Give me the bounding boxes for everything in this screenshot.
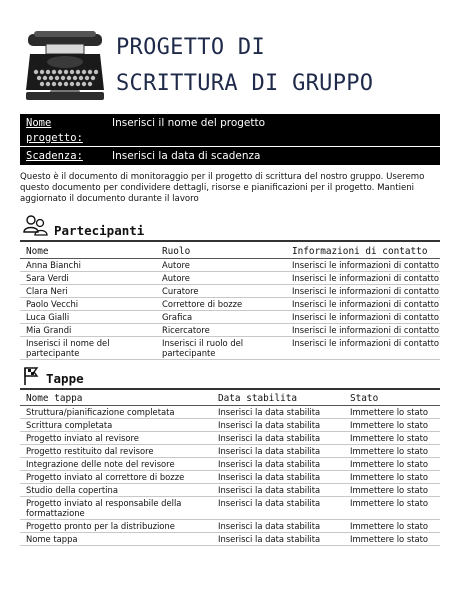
milestone-status[interactable]: Immettere lo stato bbox=[344, 419, 440, 432]
milestone-status[interactable]: Immettere lo stato bbox=[344, 445, 440, 458]
participant-name[interactable]: Anna Bianchi bbox=[20, 259, 156, 272]
milestone-status[interactable]: Immettere lo stato bbox=[344, 406, 440, 419]
table-row bbox=[20, 337, 440, 360]
milestone-status[interactable]: Immettere lo stato bbox=[344, 471, 440, 484]
milestone-date[interactable]: Inserisci la data stabilita bbox=[212, 471, 344, 484]
participant-contact[interactable]: Inserisci le informazioni di contatto bbox=[286, 259, 440, 272]
participant-name[interactable]: Mia Grandi bbox=[20, 324, 156, 337]
milestone-status[interactable]: Immettere lo stato bbox=[344, 458, 440, 471]
participants-header bbox=[22, 214, 144, 238]
milestone-date[interactable]: Inserisci la data stabilita bbox=[212, 497, 344, 520]
intro-paragraph: Questo è il documento di monitoraggio per il progetto di scrittura del nostro gruppo. Useremo questo documento per condividere dettagli, risorse e pianificazioni per il progetto. Mantieni aggiornato il documento durante il lavoro bbox=[20, 172, 425, 204]
milestones-header bbox=[22, 366, 84, 386]
participant-role[interactable]: Curatore bbox=[156, 285, 286, 298]
table-row bbox=[20, 259, 440, 272]
table-header-row bbox=[20, 244, 440, 259]
milestone-name[interactable]: Progetto inviato al responsabile della formattazione bbox=[20, 497, 212, 520]
milestone-name[interactable]: Progetto restituito dal revisore bbox=[20, 445, 212, 458]
milestone-status[interactable]: Immettere lo stato bbox=[344, 533, 440, 546]
milestone-status[interactable]: Immettere lo stato bbox=[344, 484, 440, 497]
column-header: Data stabilita bbox=[212, 391, 344, 406]
deadline-label: Scadenza: bbox=[26, 150, 83, 162]
participant-name[interactable]: Sara Verdi bbox=[20, 272, 156, 285]
participant-role[interactable]: Inserisci il ruolo del partecipante bbox=[156, 337, 286, 360]
participant-name[interactable]: Inserisci il nome del partecipante bbox=[20, 337, 156, 360]
participant-contact[interactable]: Inserisci le informazioni di contatto bbox=[286, 337, 440, 360]
project-info-box bbox=[20, 114, 440, 165]
milestone-name[interactable]: Nome tappa bbox=[20, 533, 212, 546]
typewriter-icon bbox=[24, 30, 106, 102]
table-row bbox=[20, 311, 440, 324]
milestone-date[interactable]: Inserisci la data stabilita bbox=[212, 484, 344, 497]
table-row bbox=[20, 324, 440, 337]
milestones-title: Tappe bbox=[46, 371, 84, 386]
participant-contact[interactable]: Inserisci le informazioni di contatto bbox=[286, 298, 440, 311]
table-row bbox=[20, 497, 440, 520]
table-row bbox=[20, 406, 440, 419]
table-row bbox=[20, 458, 440, 471]
people-icon bbox=[22, 214, 48, 238]
milestone-name[interactable]: Progetto inviato al correttore di bozze bbox=[20, 471, 212, 484]
participants-title: Partecipanti bbox=[54, 223, 145, 238]
deadline-row bbox=[20, 147, 440, 165]
participant-contact[interactable]: Inserisci le informazioni di contatto bbox=[286, 324, 440, 337]
table-row bbox=[20, 432, 440, 445]
participants-divider bbox=[20, 240, 440, 242]
milestone-name[interactable]: Integrazione delle note del revisore bbox=[20, 458, 212, 471]
column-header: Stato bbox=[344, 391, 440, 406]
table-header-row bbox=[20, 391, 440, 406]
title-line-2: SCRITTURA DI GRUPPO bbox=[116, 71, 374, 96]
table-row bbox=[20, 272, 440, 285]
milestone-date[interactable]: Inserisci la data stabilita bbox=[212, 419, 344, 432]
participant-contact[interactable]: Inserisci le informazioni di contatto bbox=[286, 311, 440, 324]
project-name-row bbox=[20, 114, 440, 147]
milestone-status[interactable]: Immettere lo stato bbox=[344, 432, 440, 445]
participant-name[interactable]: Clara Neri bbox=[20, 285, 156, 298]
table-row bbox=[20, 285, 440, 298]
participant-role[interactable]: Grafica bbox=[156, 311, 286, 324]
page-title bbox=[116, 30, 456, 102]
participant-name[interactable]: Paolo Vecchi bbox=[20, 298, 156, 311]
table-row bbox=[20, 419, 440, 432]
milestones-table bbox=[20, 391, 440, 546]
milestone-date[interactable]: Inserisci la data stabilita bbox=[212, 458, 344, 471]
project-name-value[interactable]: Inserisci il nome del progetto bbox=[112, 117, 266, 129]
milestone-name[interactable]: Struttura/pianificazione completata bbox=[20, 406, 212, 419]
milestone-date[interactable]: Inserisci la data stabilita bbox=[212, 406, 344, 419]
participants-table bbox=[20, 244, 440, 360]
milestone-status[interactable]: Immettere lo stato bbox=[344, 520, 440, 533]
table-row bbox=[20, 298, 440, 311]
project-name-label: Nome progetto: bbox=[26, 117, 83, 144]
milestone-name[interactable]: Progetto pronto per la distribuzione bbox=[20, 520, 212, 533]
column-header: Informazioni di contatto bbox=[286, 244, 440, 259]
flag-icon bbox=[22, 366, 40, 386]
milestones-divider bbox=[20, 388, 440, 390]
participant-role[interactable]: Autore bbox=[156, 272, 286, 285]
deadline-value[interactable]: Inserisci la data di scadenza bbox=[112, 150, 261, 162]
participant-contact[interactable]: Inserisci le informazioni di contatto bbox=[286, 272, 440, 285]
column-header: Ruolo bbox=[156, 244, 286, 259]
title-line-1: PROGETTO DI bbox=[116, 35, 265, 60]
participant-role[interactable]: Ricercatore bbox=[156, 324, 286, 337]
participant-contact[interactable]: Inserisci le informazioni di contatto bbox=[286, 285, 440, 298]
table-row bbox=[20, 484, 440, 497]
table-row bbox=[20, 445, 440, 458]
milestone-date[interactable]: Inserisci la data stabilita bbox=[212, 445, 344, 458]
column-header: Nome bbox=[20, 244, 156, 259]
table-row bbox=[20, 533, 440, 546]
milestone-date[interactable]: Inserisci la data stabilita bbox=[212, 432, 344, 445]
milestone-date[interactable]: Inserisci la data stabilita bbox=[212, 533, 344, 546]
table-row bbox=[20, 520, 440, 533]
participant-name[interactable]: Luca Gialli bbox=[20, 311, 156, 324]
milestone-date[interactable]: Inserisci la data stabilita bbox=[212, 520, 344, 533]
milestone-name[interactable]: Studio della copertina bbox=[20, 484, 212, 497]
table-row bbox=[20, 471, 440, 484]
participant-role[interactable]: Correttore di bozze bbox=[156, 298, 286, 311]
participant-role[interactable]: Autore bbox=[156, 259, 286, 272]
column-header: Nome tappa bbox=[20, 391, 212, 406]
milestone-status[interactable]: Immettere lo stato bbox=[344, 497, 440, 520]
milestone-name[interactable]: Scrittura completata bbox=[20, 419, 212, 432]
milestone-name[interactable]: Progetto inviato al revisore bbox=[20, 432, 212, 445]
